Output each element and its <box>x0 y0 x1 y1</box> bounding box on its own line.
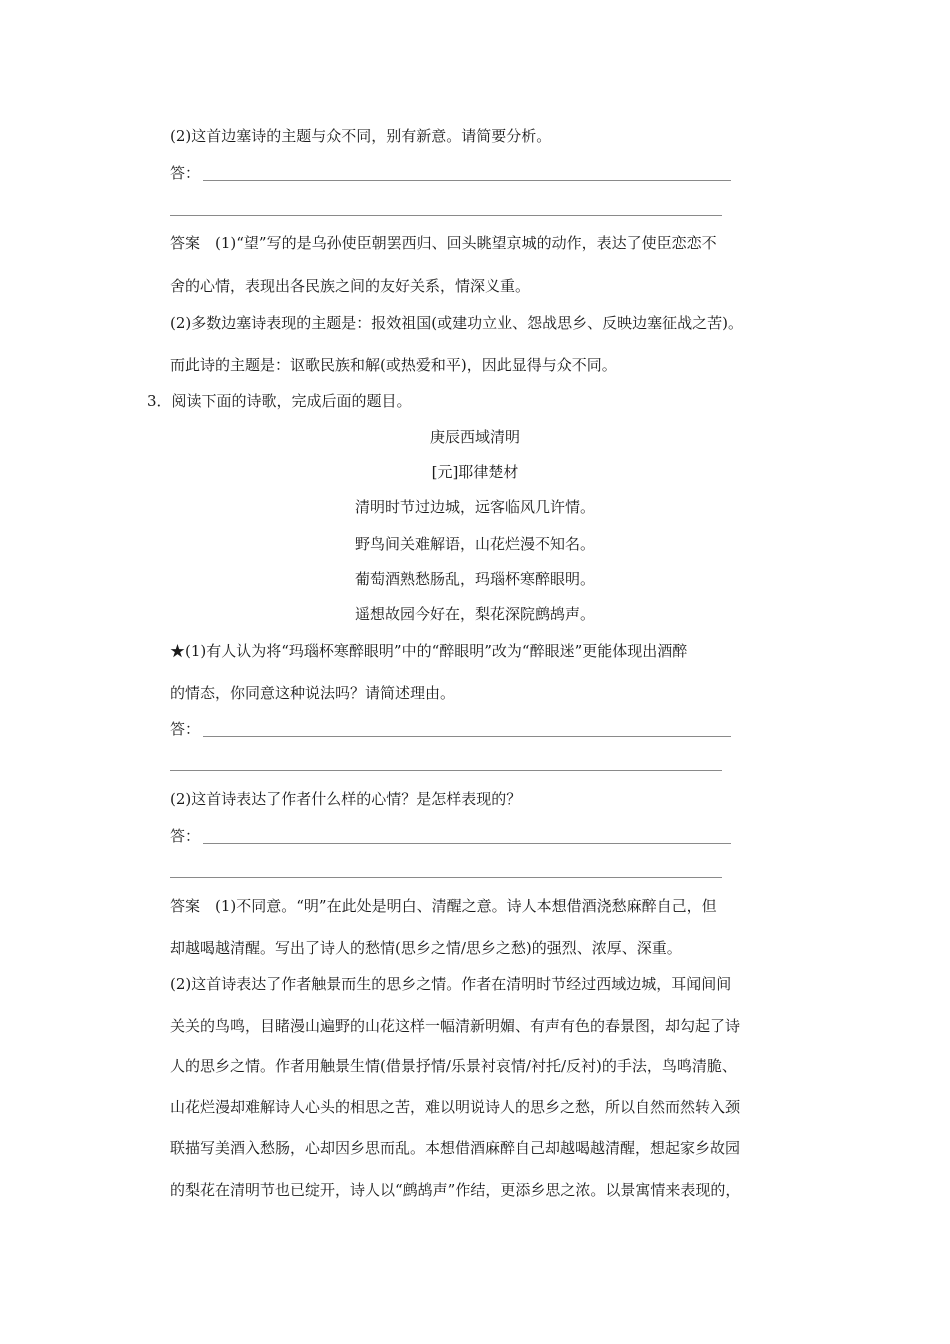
poem-line: 野鸟间关难解语，山花烂漫不知名。 <box>354 535 595 553</box>
answer-blank-line[interactable] <box>170 215 722 216</box>
question-2-text: (2)这首边塞诗的主题与众不同，别有新意。请简要分析。 <box>170 127 552 145</box>
answer-paragraph-line: 答案 (1)“望”写的是乌孙使臣朝罢西归、回头眺望京城的动作，表达了使臣恋恋不 <box>170 234 717 252</box>
answer-paragraph-line: 人的思乡之情。作者用触景生情(借景抒情/乐景衬哀情/衬托/反衬)的手法，鸟鸣清脆、 <box>170 1057 737 1075</box>
answer-label: 答： <box>170 720 201 738</box>
answer-paragraph-line: 却越喝越清醒。写出了诗人的愁情(思乡之情/思乡之愁)的强烈、浓厚、深重。 <box>170 939 682 957</box>
question-3-intro: 3．阅读下面的诗歌，完成后面的题目。 <box>147 392 412 410</box>
subquestion-1-line: ★(1)有人认为将“玛瑙杯寒醉眼明”中的“醉眼明”改为“醉眼迷”更能体现出酒醉 <box>170 642 688 660</box>
answer-label: 答： <box>170 827 201 845</box>
answer-blank-line[interactable] <box>203 180 731 181</box>
subquestion-1-line: 的情态，你同意这种说法吗？请简述理由。 <box>170 684 456 702</box>
answer-paragraph-line: (2)多数边塞诗表现的主题是：报效祖国(或建功立业、怨战思乡、反映边塞征战之苦)。 <box>170 314 743 332</box>
answer-paragraph-line: (2)这首诗表达了作者触景而生的思乡之情。作者在清明时节经过西域边城，耳闻间间 <box>170 975 732 993</box>
answer-paragraph-line: 联描写美酒入愁肠，心却因乡思而乱。本想借酒麻醉自己却越喝越清醒，想起家乡故园 <box>170 1139 741 1157</box>
poem-line: 清明时节过边城，远客临风几许情。 <box>354 498 595 516</box>
answer-paragraph-line: 而此诗的主题是：讴歌民族和解(或热爱和平)，因此显得与众不同。 <box>170 356 617 374</box>
subquestion-2-text: (2)这首诗表达了作者什么样的心情？是怎样表现的？ <box>170 790 522 808</box>
answer-blank-line[interactable] <box>170 877 722 878</box>
poem-title: 庚辰西域清明 <box>429 428 520 446</box>
answer-paragraph-line: 关关的鸟鸣，目睹漫山遍野的山花这样一幅清新明媚、有声有色的春景图，却勾起了诗 <box>170 1017 741 1035</box>
answer-blank-line[interactable] <box>203 843 731 844</box>
answer-blank-line[interactable] <box>170 770 722 771</box>
poem-line: 遥想故园今好在，梨花深院鹧鸪声。 <box>354 605 595 623</box>
answer-paragraph-line: 的梨花在清明节也已绽开，诗人以“鹧鸪声”作结，更添乡思之浓。以景寓情来表现的， <box>170 1181 741 1199</box>
poem-author: [元]耶律楚材 <box>431 463 519 481</box>
answer-paragraph-line: 舍的心情，表现出各民族之间的友好关系，情深义重。 <box>170 277 531 295</box>
answer-label: 答： <box>170 164 201 182</box>
answer-blank-line[interactable] <box>203 736 731 737</box>
poem-line: 葡萄酒熟愁肠乱，玛瑙杯寒醉眼明。 <box>354 570 595 588</box>
answer-paragraph-line: 答案 (1)不同意。“明”在此处是明白、清醒之意。诗人本想借酒浇愁麻醉自己，但 <box>170 897 717 915</box>
answer-paragraph-line: 山花烂漫却难解诗人心头的相思之苦，难以明说诗人的思乡之愁，所以自然而然转入颈 <box>170 1098 741 1116</box>
